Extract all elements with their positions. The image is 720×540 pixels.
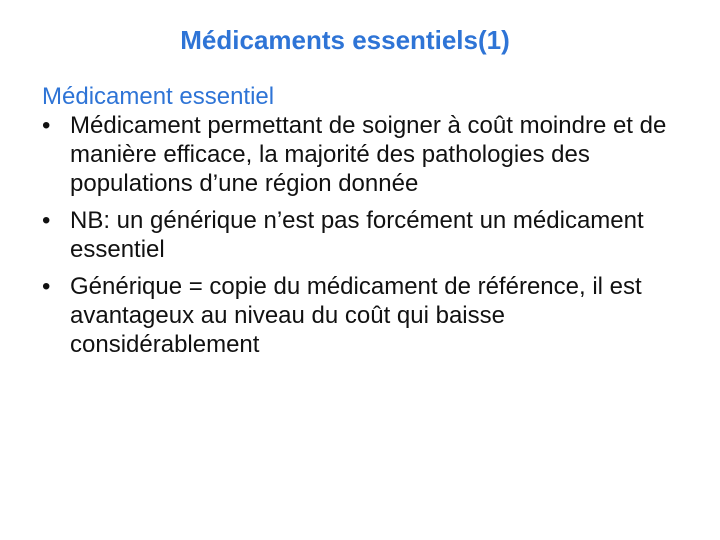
slide-title: Médicaments essentiels(1) [180, 25, 510, 55]
bullet-list [42, 111, 692, 359]
bullet-item [42, 272, 692, 359]
bullet-item [42, 206, 692, 264]
bullet-text: Générique = copie du médicament de référence, il est avantageux au niveau du coût qui baisse considérablement [70, 273, 642, 358]
bullet-item [42, 111, 692, 198]
slide-content [42, 82, 692, 367]
bullet-icon: • [42, 207, 51, 234]
bullet-text: Médicament permettant de soigner à coût moindre et de manière efficace, la majorité des pathologies des populations d’une région donnée [70, 112, 667, 197]
bullet-icon: • [42, 273, 51, 300]
bullet-icon: • [42, 112, 51, 139]
bullet-text: NB: un générique n’est pas forcément un médicament essentiel [70, 207, 644, 263]
section-subheading: Médicament essentiel [42, 83, 275, 110]
